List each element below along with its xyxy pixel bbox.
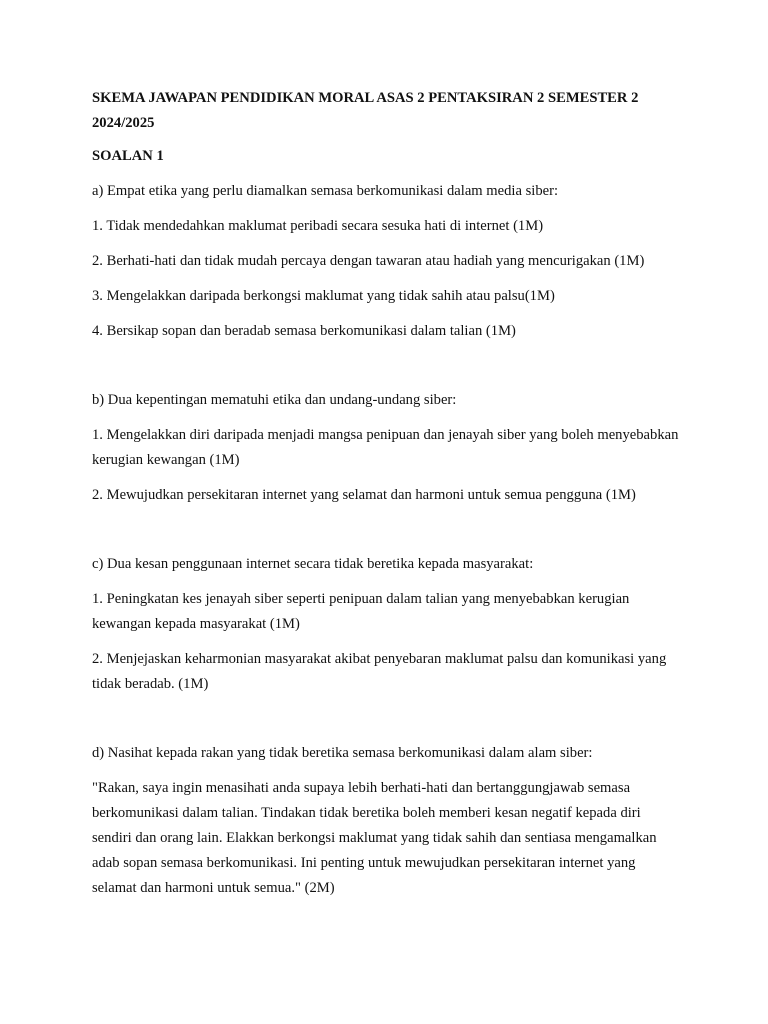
section-spacer (92, 707, 680, 741)
part-b-answer-1: 1. Mengelakkan diri daripada menjadi mangsa penipuan dan jenayah siber yang boleh menyebabkan kerugian kewangan (1M) (92, 427, 679, 468)
part-d-prompt: d) Nasihat kepada rakan yang tidak beretika semasa berkomunikasi dalam alam siber: (92, 745, 593, 761)
document-title: SKEMA JAWAPAN PENDIDIKAN MORAL ASAS 2 PENTAKSIRAN 2 SEMESTER 2 2024/2025 (92, 90, 639, 131)
part-a-prompt: a) Empat etika yang perlu diamalkan semasa berkomunikasi dalam media siber: (92, 183, 559, 199)
section-spacer (92, 518, 680, 552)
part-b-prompt: b) Dua kepentingan mematuhi etika dan undang-undang siber: (92, 392, 457, 408)
part-d-answer: "Rakan, saya ingin menasihati anda supaya lebih berhati-hati dan bertanggungjawab semasa berkomunikasi dalam talian. Tindakan tidak beretika boleh memberi kesan negatif kepada diri sendiri dan orang lain. Elakkan berkongsi maklumat yang tidak sahih dan sentiasa mengamalkan adab sopan semasa berkomunikasi. Ini penting untuk mewujudkan persekitaran internet yang selamat dan harmoni untuk semua." (2M) (92, 780, 657, 896)
part-c-prompt: c) Dua kesan penggunaan internet secara tidak beretika kepada masyarakat: (92, 556, 534, 572)
part-a-answer-3: 3. Mengelakkan daripada berkongsi maklumat yang tidak sahih atau palsu(1M) (92, 288, 555, 304)
part-b-answer-2: 2. Mewujudkan persekitaran internet yang selamat dan harmoni untuk semua pengguna (1M) (92, 487, 636, 503)
part-c-answer-2: 2. Menjejaskan keharmonian masyarakat akibat penyebaran maklumat palsu dan komunikasi yang tidak beradab. (1M) (92, 651, 667, 692)
document-page (92, 86, 680, 911)
part-a-answer-2: 2. Berhati-hati dan tidak mudah percaya dengan tawaran atau hadiah yang mencurigakan (1M) (92, 253, 645, 269)
part-a-answer-1: 1. Tidak mendedahkan maklumat peribadi secara sesuka hati di internet (1M) (92, 218, 544, 234)
part-a-answer-4: 4. Bersikap sopan dan beradab semasa berkomunikasi dalam talian (1M) (92, 323, 516, 339)
section-spacer (92, 354, 680, 388)
question-heading: SOALAN 1 (92, 148, 164, 164)
part-c-answer-1: 1. Peningkatan kes jenayah siber seperti penipuan dalam talian yang menyebabkan kerugian kewangan kepada masyarakat (1M) (92, 591, 630, 632)
